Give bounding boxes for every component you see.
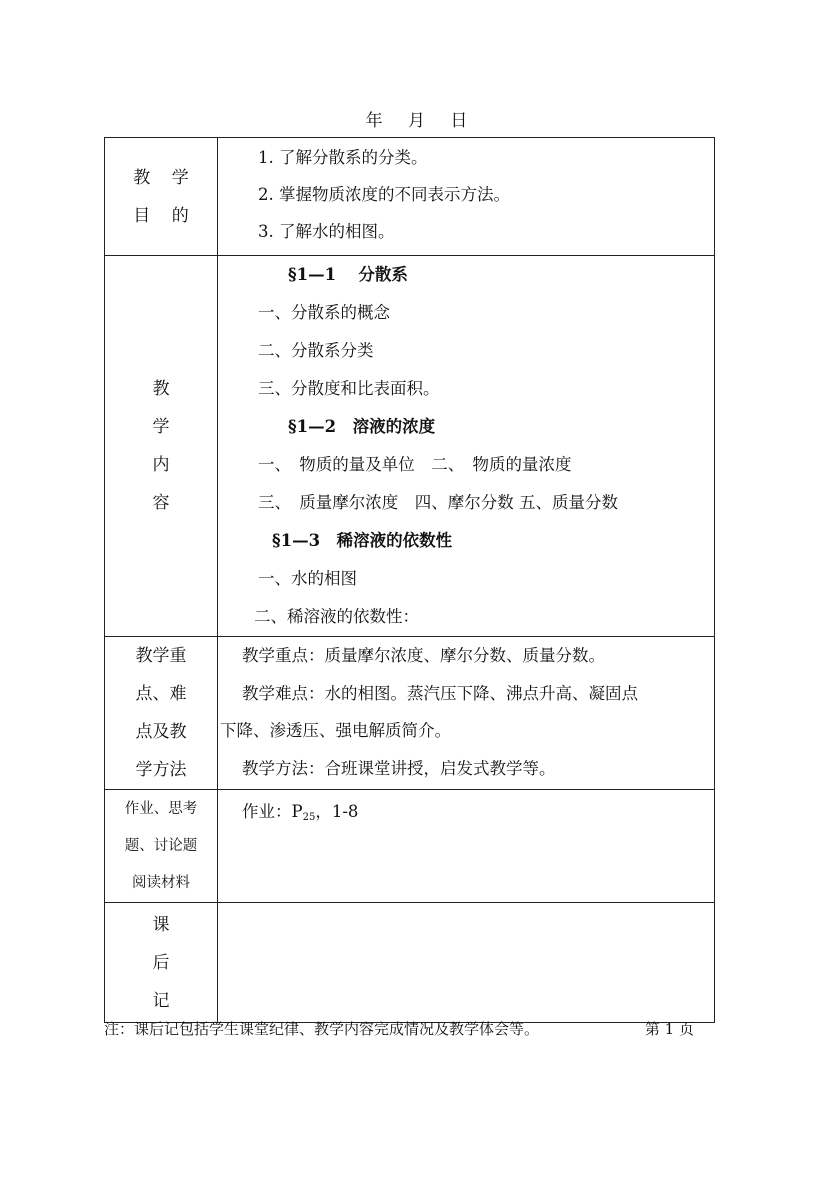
content-line: 一、分散系的概念 bbox=[258, 303, 390, 322]
notes-cell bbox=[218, 903, 715, 1023]
difficulty-line: 教学难点：水的相图。蒸汽压下降、沸点升高、凝固点 bbox=[242, 683, 638, 703]
homework-label: 作业、思考 题、讨论题 阅读材料 bbox=[105, 790, 218, 903]
date-line bbox=[0, 106, 834, 131]
objective-item: 3. 了解水的相图。 bbox=[258, 222, 395, 241]
homework-text: 作业：$P_{25}$，1-8 bbox=[242, 802, 359, 823]
difficulty-line-cont: 下降、渗透压、强电解质简介。 bbox=[220, 721, 451, 740]
content-line: 三、分散度和比表面积。 bbox=[258, 379, 440, 398]
objectives-cell bbox=[218, 138, 715, 256]
keypoints-label: 教学重 点、难 点及教 学方法 bbox=[105, 637, 218, 790]
homework-cell bbox=[218, 790, 715, 903]
content-row bbox=[105, 256, 715, 637]
notes-label: 课 后 记 bbox=[105, 903, 218, 1023]
month-label: 月 bbox=[408, 111, 426, 131]
footer bbox=[104, 1018, 694, 1039]
keypoints-cell bbox=[218, 637, 715, 790]
page-number: 第 1 页 bbox=[644, 1020, 694, 1038]
keypoints-row bbox=[105, 637, 715, 790]
day-label: 日 bbox=[450, 111, 469, 131]
content-line: 一、 物质的量及单位 二、 物质的量浓度 bbox=[258, 455, 572, 474]
objective-item: 1. 了解分散系的分类。 bbox=[258, 148, 428, 167]
section-heading: §1—3 稀溶液的依数性 bbox=[272, 531, 453, 550]
content-label: 教 学 内 容 bbox=[105, 256, 218, 637]
lesson-plan-table bbox=[104, 137, 715, 1023]
content-line: 一、水的相图 bbox=[258, 569, 357, 588]
method-line: 教学方法：合班课堂讲授，启发式教学等。 bbox=[242, 758, 556, 778]
section-heading: §1—1 分散系 bbox=[288, 265, 408, 284]
year-label: 年 bbox=[365, 111, 384, 131]
content-cell bbox=[218, 256, 715, 637]
key-point-line: 教学重点：质量摩尔浓度、摩尔分数、质量分数。 bbox=[242, 646, 605, 665]
content-line: 三、 质量摩尔浓度 四、摩尔分数 五、质量分数 bbox=[258, 493, 618, 512]
objectives-label: 教 学 目 的 bbox=[105, 138, 218, 256]
homework-row bbox=[105, 790, 715, 903]
content-line: 二、稀溶液的依数性： bbox=[254, 607, 419, 626]
footer-note: 注：课后记包括学生课堂纪律、教学内容完成情况及教学体会等。 bbox=[104, 1020, 540, 1038]
content-line: 二、分散系分类 bbox=[258, 341, 374, 360]
objectives-row bbox=[105, 138, 715, 256]
section-heading: §1—2 溶液的浓度 bbox=[288, 417, 436, 436]
notes-row bbox=[105, 903, 715, 1023]
objective-item: 2. 掌握物质浓度的不同表示方法。 bbox=[258, 185, 510, 204]
